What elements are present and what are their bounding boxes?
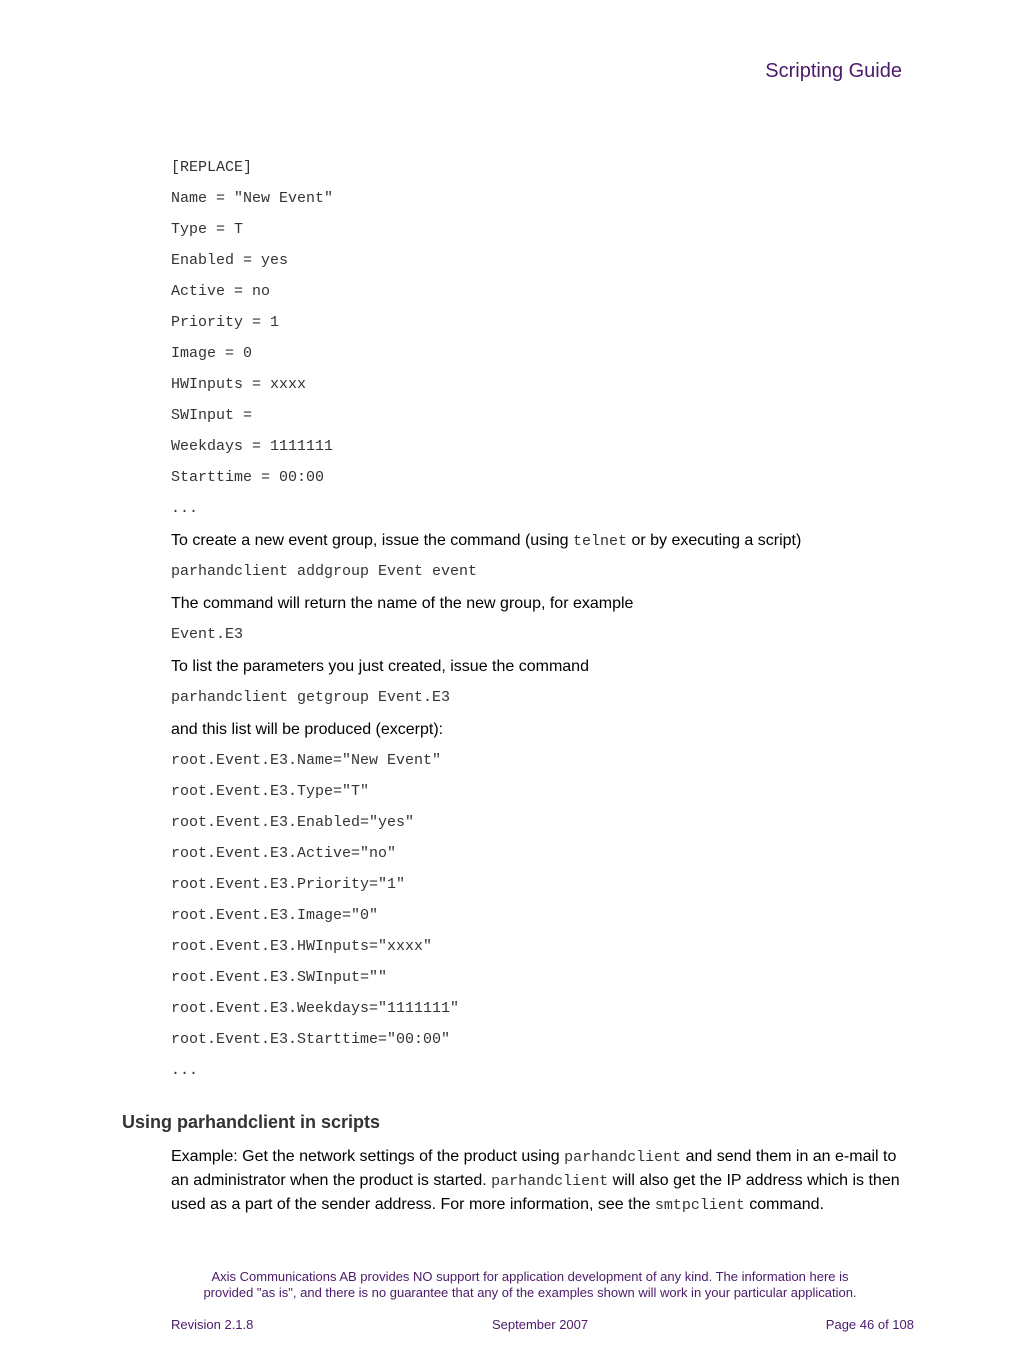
return-name-text: The command will return the name of the new group, for example bbox=[171, 595, 634, 612]
footer-revision: Revision 2.1.8 bbox=[171, 1317, 254, 1332]
disclaimer-line: Axis Communications AB provides NO support for application development of any kind. The information here is bbox=[211, 1269, 849, 1284]
output-line: root.Event.E3.SWInput="" bbox=[171, 969, 388, 986]
output-line: root.Event.E3.Image="0" bbox=[171, 907, 379, 924]
code-line: HWInputs = xxxx bbox=[171, 376, 307, 393]
output-code-block bbox=[171, 748, 901, 1089]
output-line: root.Event.E3.Weekdays="1111111" bbox=[171, 1000, 460, 1017]
output-line: ... bbox=[171, 1062, 199, 1079]
example-paragraph bbox=[171, 1145, 901, 1217]
section-heading: Using parhandclient in scripts bbox=[122, 1112, 381, 1132]
main-content bbox=[171, 155, 901, 1089]
code-line: ... bbox=[171, 500, 199, 517]
list-params-text: To list the parameters you just created, issue the command bbox=[171, 658, 589, 675]
output-line: root.Event.E3.Enabled="yes" bbox=[171, 814, 415, 831]
example-text: and send them in an e-mail to an administrator when the product is started. bbox=[171, 1148, 897, 1189]
output-line: root.Event.E3.HWInputs="xxxx" bbox=[171, 938, 433, 955]
create-group-instruction bbox=[171, 527, 901, 559]
example-text: Example: Get the network settings of the product using bbox=[171, 1148, 565, 1165]
code-line: Weekdays = 1111111 bbox=[171, 438, 334, 455]
addgroup-command: parhandclient addgroup Event event bbox=[171, 563, 478, 580]
code-line: Name = "New Event" bbox=[171, 190, 334, 207]
code-line: Starttime = 00:00 bbox=[171, 469, 325, 486]
code-line: Image = 0 bbox=[171, 345, 253, 362]
example-group-name: Event.E3 bbox=[171, 626, 244, 643]
output-line: root.Event.E3.Starttime="00:00" bbox=[171, 1031, 451, 1048]
output-line: root.Event.E3.Name="New Event" bbox=[171, 752, 442, 769]
config-code-block bbox=[171, 155, 901, 527]
footer-disclaimer bbox=[150, 1269, 910, 1301]
code-line: Priority = 1 bbox=[171, 314, 280, 331]
output-line: root.Event.E3.Type="T" bbox=[171, 783, 370, 800]
list-produced-text: and this list will be produced (excerpt): bbox=[171, 721, 444, 738]
inline-code: smtpclient bbox=[654, 1197, 745, 1214]
code-line: Type = T bbox=[171, 221, 244, 238]
getgroup-command: parhandclient getgroup Event.E3 bbox=[171, 689, 451, 706]
instruction-text: To create a new event group, issue the command (using bbox=[171, 532, 573, 549]
disclaimer-line: provided "as is", and there is no guarantee that any of the examples shown will work in your particular application. bbox=[203, 1285, 857, 1300]
footer-date: September 2007 bbox=[492, 1317, 589, 1332]
code-line: Enabled = yes bbox=[171, 252, 289, 269]
page-header-title: Scripting Guide bbox=[765, 60, 902, 82]
output-line: root.Event.E3.Active="no" bbox=[171, 845, 397, 862]
output-line: root.Event.E3.Priority="1" bbox=[171, 876, 406, 893]
inline-code: parhandclient bbox=[491, 1173, 609, 1190]
instruction-text: or by executing a script) bbox=[627, 532, 802, 549]
footer-page-number: Page 46 of 108 bbox=[825, 1317, 914, 1332]
inline-code: telnet bbox=[573, 533, 628, 550]
inline-code: parhandclient bbox=[564, 1149, 682, 1166]
code-line: Active = no bbox=[171, 283, 271, 300]
code-line: SWInput = bbox=[171, 407, 253, 424]
example-text: will also get the IP address which is then used as a part of the sender address. For more information, see the bbox=[171, 1172, 900, 1213]
code-line: [REPLACE] bbox=[171, 159, 253, 176]
example-text: command. bbox=[744, 1196, 824, 1213]
